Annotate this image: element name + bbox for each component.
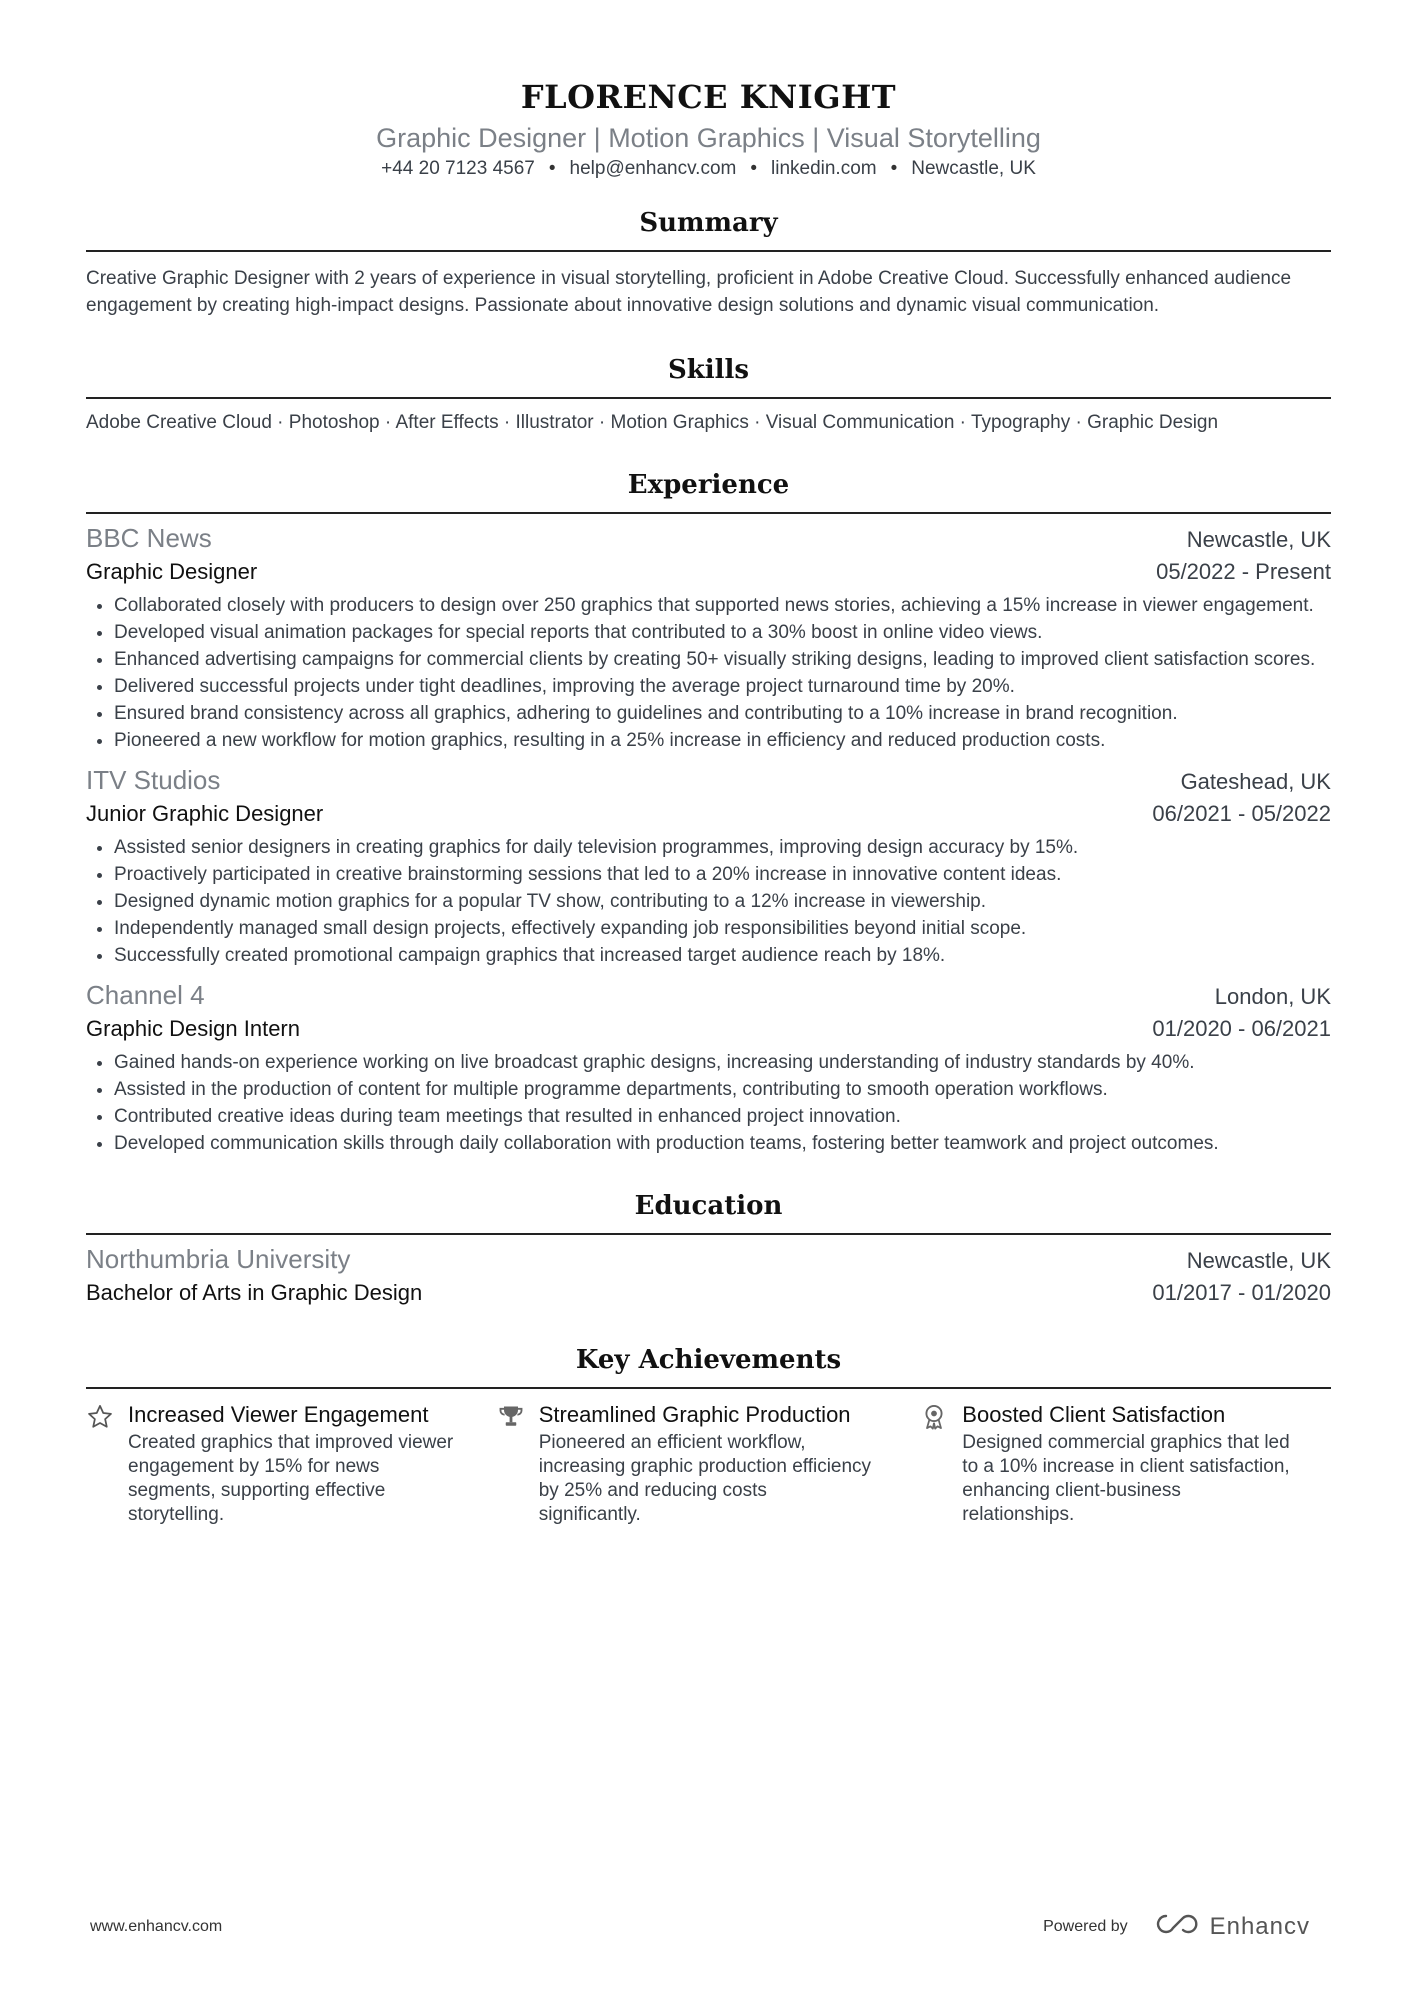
list-item: • Gained hands-on experience working on live broadcast graphic designs, increasing understanding of industry standards by 40%. [114,1049,1331,1076]
list-item: • Assisted senior designers in creating graphics for daily television programmes, improving design accuracy by 15%. [114,834,1331,861]
job-role: Junior Graphic Designer [86,801,324,826]
job-location: Gateshead, UK [1180,769,1331,794]
list-item: • Enhanced advertising campaigns for commercial clients by creating 50+ visually striking designs, leading to improved client satisfaction scores. [114,646,1331,673]
star-icon [86,1399,128,1527]
job-location: London, UK [1214,984,1331,1009]
list-item: • Pioneered a new workflow for motion graphics, resulting in a 25% increase in efficiency and reduced production costs. [114,727,1331,754]
job-entry [86,522,1331,754]
education-degree: Bachelor of Arts in Graphic Design [86,1280,423,1305]
job-role: Graphic Designer [86,559,258,584]
section-title-experience: Experience [86,468,1331,514]
powered-by-label: Powered by [1043,1917,1128,1935]
job-entry [86,979,1331,1157]
job-company: ITV Studios [86,765,221,795]
list-item: • Contributed creative ideas during team meetings that resulted in enhanced project innovation. [114,1103,1331,1130]
achievement-desc: Pioneered an efficient workflow, increasing graphic production efficiency by 25% and reducing costs significantly. [538,1432,872,1525]
section-title-education: Education [86,1189,1331,1235]
contact-email[interactable]: help@enhancv.com [569,158,737,179]
section-title-skills: Skills [86,353,1331,399]
education-dates: 01/2017 - 01/2020 [1152,1280,1331,1305]
achievement-item [86,1399,497,1527]
list-item: • Designed dynamic motion graphics for a popular TV show, contributing to a 12% increase in viewership. [114,888,1331,915]
contact-linkedin[interactable]: linkedin.com [771,158,877,179]
contact-phone: +44 20 7123 4567 [381,158,535,179]
experience-section [86,468,1331,1157]
achievements-section [86,1343,1331,1527]
job-location: Newcastle, UK [1186,527,1331,552]
contact-location: Newcastle, UK [911,158,1036,179]
bullet-separator: • [890,158,898,179]
footer-website[interactable]: www.enhancv.com [90,1917,223,1935]
list-item: • Delivered successful projects under tight deadlines, improving the average project turnaround time by 20%. [114,673,1331,700]
section-title-summary: Summary [86,206,1331,252]
resume-page [86,0,1331,1527]
contact-line [86,156,1331,182]
list-item: • Collaborated closely with producers to design over 250 graphics that supported news stories, achieving a 15% increase in viewer engagement. [114,592,1331,619]
skills-section [86,353,1331,436]
achievement-item [497,1399,921,1527]
job-entry [86,764,1331,969]
list-item: • Proactively participated in creative brainstorming sessions that led to a 20% increase in innovative content ideas. [114,861,1331,888]
job-dates: 01/2020 - 06/2021 [1152,1016,1331,1041]
list-item: • Developed visual animation packages for special reports that contributed to a 30% boost in online video views. [114,619,1331,646]
job-bullets [86,834,1331,969]
job-bullets [86,592,1331,754]
achievement-item [920,1399,1331,1527]
education-section [86,1189,1331,1309]
bullet-separator: • [548,158,556,179]
candidate-tagline: Graphic Designer | Motion Graphics | Visual Storytelling [376,123,1041,153]
bullet-separator: • [750,158,757,179]
job-company: BBC News [86,523,212,553]
achievement-desc: Designed commercial graphics that led to a 10% increase in client satisfaction, enhancing client-business relationships. [962,1432,1290,1525]
award-badge-icon [920,1399,962,1527]
brand-name: Enhancv [1209,1912,1310,1940]
achievement-desc: Created graphics that improved viewer engagement by 15% for news segments, supporting effective storytelling. [128,1432,454,1525]
job-dates: 05/2022 - Present [1156,559,1331,584]
job-bullets [86,1049,1331,1157]
achievement-title: Increased Viewer Engagement [128,1402,429,1427]
achievement-title: Streamlined Graphic Production [538,1402,851,1427]
footer-branding [1043,1912,1310,1941]
list-item: • Independently managed small design projects, effectively expanding job responsibilities beyond initial scope. [114,915,1331,942]
education-school: Northumbria University [86,1244,351,1274]
enhancv-logo-icon [1154,1912,1202,1941]
skills-list: Adobe Creative Cloud · Photoshop · After Effects · Illustrator · Motion Graphics · Visual Communication · Typography · Graphic Design [86,412,1219,433]
list-item: • Assisted in the production of content for multiple programme departments, contributing to smooth operation workflows. [114,1076,1331,1103]
list-item: • Successfully created promotional campaign graphics that increased target audience reach by 18%. [114,942,1331,969]
achievement-title: Boosted Client Satisfaction [962,1402,1226,1427]
job-dates: 06/2021 - 05/2022 [1152,801,1331,826]
job-role: Graphic Design Intern [86,1016,300,1041]
job-company: Channel 4 [86,980,205,1010]
list-item: • Ensured brand consistency across all graphics, adhering to guidelines and contributing to a 10% increase in brand recognition. [114,700,1331,727]
trophy-icon [497,1399,539,1527]
list-item: • Developed communication skills through daily collaboration with production teams, fostering better teamwork and project outcomes. [114,1130,1331,1157]
resume-header [86,0,1331,182]
summary-section [86,206,1331,319]
section-title-achievements: Key Achievements [86,1343,1331,1389]
summary-text: Creative Graphic Designer with 2 years of experience in visual storytelling, proficient in Adobe Creative Cloud. Successfully enhanced audience engagement by creating high-impact designs. Passionate about innovative design solutions and dynamic visual communication. [86,268,1292,316]
page-footer [90,1912,1310,1941]
education-location: Newcastle, UK [1186,1248,1331,1273]
candidate-name: FLORENCE KNIGHT [520,78,897,116]
